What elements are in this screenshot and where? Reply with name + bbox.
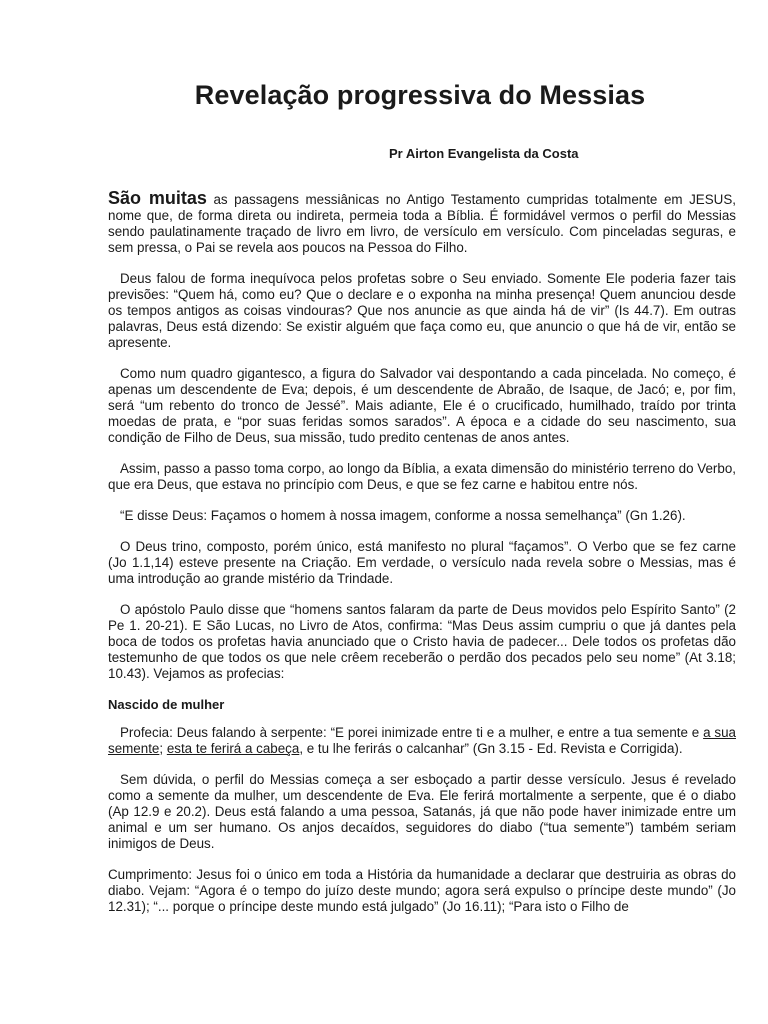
- body-paragraph: Deus falou de forma inequívoca pelos profetas sobre o Seu enviado. Somente Ele poderia fazer tais previsões: “Quem há, como eu? Que o declare e o exponha na minha presença! Quem anunciou desde os tempos antigos as coisas vindouras? Que nos anuncie as que ainda há de vir” (Is 44.7). Em outras palavras, Deus está dizendo: Se existir alguém que faça como eu, que anuncio o que há de vir, então se apresente.: [108, 271, 736, 350]
- lead-words: São muitas: [108, 188, 207, 208]
- body-paragraph: O apóstolo Paulo disse que “homens santos falaram da parte de Deus movidos pelo Espírito Santo” (2 Pe 1. 20-21). E São Lucas, no Livro de Atos, confirma: “Mas Deus assim cumpriu o que já dantes pela boca de todos os profetas havia anunciado que o Cristo havia de padecer... Dele todos os profetas dão testemunho de que todos os que nele crêem receberão o perdão dos pecados pelo seu nome” (At 3.18; 10.43). Vejamos as profecias:: [108, 602, 736, 681]
- document-body: [108, 190, 736, 930]
- document-title: Revelação progressiva do Messias: [194, 80, 646, 110]
- section-heading: Nascido de mulher: [108, 697, 225, 712]
- body-paragraph: Como num quadro gigantesco, a figura do Salvador vai despontando a cada pincelada. No começo, é apenas um descendente de Eva; depois, é um descendente de Abraão, de Isaque, de Jacó; e, por fim, será “um rebento do tronco de Jessé”. Mais adiante, Ele é o crucificado, humilhado, traído por trinta moedas de prata, e “por suas feridas somos sarados”. A época e a cidade do seu nascimento, sua condição de Filho de Deus, sua missão, tudo predito centenas de anos antes.: [108, 366, 736, 445]
- author-line: Pr Airton Evangelista da Costa: [389, 146, 579, 161]
- underlined-text: esta te ferirá a cabeça: [166, 741, 300, 756]
- prophecy-paragraph: Profecia: Deus falando à serpente: “E porei inimizade entre ti e a mulher, e entre a tua semente e a sua semente; esta te ferirá a cabeça, e tu lhe ferirás o calcanhar” (Gn 3.15 - Ed. Revista e Corrigida).: [108, 725, 736, 756]
- body-paragraph: “E disse Deus: Façamos o homem à nossa imagem, conforme a nossa semelhança” (Gn 1.26).: [120, 508, 686, 523]
- intro-paragraph: [108, 190, 736, 256]
- body-paragraph: Sem dúvida, o perfil do Messias começa a ser esboçado a partir desse versículo. Jesus é revelado como a semente da mulher, um descendente de Eva. Ele ferirá mortalmente a serpente, que é o diabo (Ap 12.9 e 20.2). Deus está falando a uma pessoa, Satanás, já que não pode haver inimizade entre um animal e um ser humano. Os anjos decaídos, seguidores do diabo (“tua semente”) também seriam inimigos de Deus.: [108, 772, 736, 851]
- underlined-text: a sua semente: [108, 725, 736, 756]
- intro-text: as passagens messiânicas no Antigo Testamento cumpridas totalmente em JESUS, nome que, de forma direta ou indireta, permeia toda a Bíblia. É formidável vermos o perfil do Messias sendo paulatinamente traçado de livro em livro, de versículo em versículo. Com pinceladas seguras, e sem pressa, o Pai se revela aos poucos na Pessoa do Filho.: [108, 192, 736, 255]
- body-paragraph: Assim, passo a passo toma corpo, ao longo da Bíblia, a exata dimensão do ministério terreno do Verbo, que era Deus, que estava no princípio com Deus, e que se fez carne e habitou entre nós.: [108, 461, 736, 492]
- body-paragraph: O Deus trino, composto, porém único, está manifesto no plural “façamos”. O Verbo que se fez carne (Jo 1.1,14) esteve presente na Criação. Em verdade, o versículo nada revela sobre o Messias, mas é uma introdução ao grande mistério da Trindade.: [108, 539, 736, 586]
- fulfillment-paragraph: Cumprimento: Jesus foi o único em toda a História da humanidade a declarar que destruiria as obras do diabo. Vejam: “Agora é o tempo do juízo deste mundo; agora será expulso o príncipe deste mundo” (Jo 12.31); “... porque o príncipe deste mundo está julgado” (Jo 16.11); “Para isto o Filho de: [108, 867, 736, 914]
